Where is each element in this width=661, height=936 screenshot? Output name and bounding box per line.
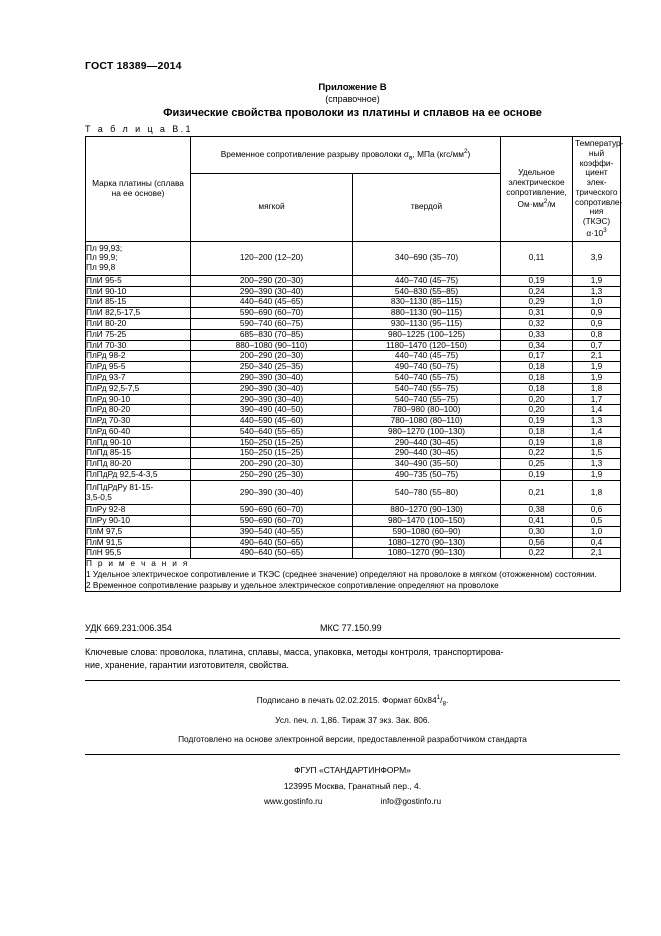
table-row (86, 505, 621, 516)
cell-soft: 685–830 (70–85) (191, 329, 353, 340)
table-row (86, 448, 621, 459)
cell-mark: ПлРд 90-10 (86, 394, 191, 405)
header-resistivity-l1: Удельное (518, 167, 555, 178)
cell-resistivity: 0,18 (501, 362, 573, 373)
cell-soft: 150–250 (15–25) (191, 437, 353, 448)
cell-mark: ПлРд 92,5-7,5 (86, 383, 191, 394)
cell-resistivity: 0,24 (501, 286, 573, 297)
cell-hard: 980–1470 (100–150) (353, 516, 501, 527)
cell-resistivity: 0,31 (501, 308, 573, 319)
cell-mark: ПлПд 80-20 (86, 459, 191, 470)
table-row (86, 416, 621, 427)
cell-resistivity: 0,56 (501, 537, 573, 548)
cell-tks: 0,4 (573, 537, 621, 548)
properties-table (85, 136, 624, 592)
table-row (86, 308, 621, 319)
table-row (86, 329, 621, 340)
cell-resistivity: 0,25 (501, 459, 573, 470)
note-item-2: 2 Временное сопротивление разрыву и удельное электрическое сопротивление определяют на проволоке (86, 579, 499, 590)
cell-tks: 0,8 (573, 329, 621, 340)
cell-mark: ПлМ 91,5 (86, 537, 191, 548)
cell-mark: ПлИ 85-15 (86, 297, 191, 308)
cell-tks: 1,0 (573, 297, 621, 308)
table-row (86, 297, 621, 308)
cell-tks: 1,9 (573, 362, 621, 373)
table-row (86, 275, 621, 286)
cell-resistivity: 0,11 (501, 241, 573, 275)
cell-resistivity: 0,22 (501, 548, 573, 559)
gost-number: ГОСТ 18389—2014 (85, 60, 182, 72)
header-tensile-units-sup: 2 (463, 147, 468, 155)
header-resistivity (501, 137, 573, 242)
cell-mark-line: 3,5-0,5 (86, 491, 112, 502)
cell-tks: 1,7 (573, 394, 621, 405)
cell-mark (86, 480, 191, 505)
cell-hard: 340–690 (35–70) (353, 241, 501, 275)
table-row (86, 372, 621, 383)
cell-tks: 1,3 (573, 286, 621, 297)
publisher-block (85, 755, 620, 810)
cell-tks: 3,9 (573, 241, 621, 275)
table-row (86, 526, 621, 537)
table-row (86, 480, 621, 505)
table-row (86, 351, 621, 362)
cell-hard: 1080–1270 (90–130) (353, 548, 501, 559)
keywords-line-1: Ключевые слова: проволока, платина, сплавы, масса, упаковка, методы контроля, транспортирова- (85, 646, 504, 657)
cell-mark: ПлИ 82,5-17,5 (86, 308, 191, 319)
cell-mark: ПлИ 95-5 (86, 275, 191, 286)
publisher-name: ФГУП «СТАНДАРТИНФОРМ» (294, 764, 411, 775)
cell-resistivity: 0,32 (501, 319, 573, 330)
cell-resistivity: 0,38 (501, 505, 573, 516)
cell-soft: 440–590 (45–60) (191, 416, 353, 427)
cell-resistivity: 0,29 (501, 297, 573, 308)
cell-resistivity: 0,20 (501, 394, 573, 405)
header-tks-l1: Температур- (575, 138, 624, 148)
header-resistivity-l3: сопротивление, (506, 186, 567, 197)
cell-tks: 0,7 (573, 340, 621, 351)
table-row (86, 405, 621, 416)
publisher-website[interactable]: www.gostinfo.ru (263, 796, 323, 807)
cell-hard: 490–740 (50–75) (353, 362, 501, 373)
header-resistivity-l4-pre: Ом·мм (517, 198, 544, 209)
cell-tks: 1,4 (573, 426, 621, 437)
cell-mark: ПлИ 80-20 (86, 319, 191, 330)
cell-soft: 200–290 (20–30) (191, 351, 353, 362)
cell-tks: 2,1 (573, 548, 621, 559)
header-tensile-sub: в (409, 154, 413, 162)
cell-resistivity: 0,18 (501, 426, 573, 437)
cell-soft: 290–390 (30–40) (191, 372, 353, 383)
cell-hard: 440–740 (45–75) (353, 351, 501, 362)
cell-resistivity: 0,22 (501, 448, 573, 459)
cell-resistivity: 0,19 (501, 469, 573, 480)
table-row (86, 426, 621, 437)
table-body (86, 241, 621, 559)
cell-hard: 490–735 (50–75) (353, 469, 501, 480)
keywords-line-2: ние, хранение, гарантии изготовителя, свойства. (85, 659, 289, 670)
cell-soft: 200–290 (20–30) (191, 275, 353, 286)
table-row (86, 548, 621, 559)
cell-tks: 1,5 (573, 448, 621, 459)
table-row (86, 286, 621, 297)
table-row (86, 437, 621, 448)
table-row (86, 319, 621, 330)
cell-tks: 1,3 (573, 459, 621, 470)
cell-hard: 830–1130 (85–115) (353, 297, 501, 308)
cell-hard: 540–780 (55–80) (353, 480, 501, 505)
header-mark (86, 137, 191, 242)
cell-hard: 540–740 (55–75) (353, 394, 501, 405)
cell-mark: ПлИ 75-25 (86, 329, 191, 340)
cell-mark: ПлИ 70-30 (86, 340, 191, 351)
header-tks-l2: ный коэффи- (579, 147, 614, 168)
header-soft: мягкой (191, 173, 353, 241)
cell-mark: ПлРд 98-2 (86, 351, 191, 362)
cell-tks: 1,3 (573, 416, 621, 427)
cell-soft: 120–200 (12–20) (191, 241, 353, 275)
cell-resistivity: 0,30 (501, 526, 573, 537)
header-tks (573, 137, 624, 242)
cell-soft: 540–640 (55–65) (191, 426, 353, 437)
table-row (86, 469, 621, 480)
imprint-run-info: Усл. печ. л. 1,86. Тираж 37 экз. Зак. 806. (275, 715, 430, 726)
header-mark-text: Марка платины (сплава на ее основе) (92, 178, 184, 198)
udk-code: УДК 669.231:006.354 (85, 622, 172, 633)
cell-mark: ПлПдРд 92,5-4-3,5 (86, 469, 191, 480)
annex-title: Физические свойства проволоки из платины и сплавов на ее основе (163, 107, 542, 119)
cell-soft: 290–390 (30–40) (191, 394, 353, 405)
cell-mark: ПлРд 95-5 (86, 362, 191, 373)
header-tensile-main: Временное сопротивление разрыву проволоки σ (220, 148, 410, 159)
cell-resistivity: 0,18 (501, 383, 573, 394)
cell-resistivity: 0,41 (501, 516, 573, 527)
cell-hard: 290–440 (30–45) (353, 437, 501, 448)
cell-mark: ПлРу 92-8 (86, 505, 191, 516)
cell-soft: 250–340 (25–35) (191, 362, 353, 373)
cell-tks: 0,6 (573, 505, 621, 516)
cell-tks: 1,4 (573, 405, 621, 416)
annex-label: Приложение В (318, 82, 387, 93)
imprint-block (85, 681, 620, 754)
cell-mark: ПлН 95,5 (86, 548, 191, 559)
cell-tks: 1,9 (573, 469, 621, 480)
cell-mark (86, 241, 191, 275)
cell-resistivity: 0,20 (501, 405, 573, 416)
cell-soft: 200–290 (20–30) (191, 459, 353, 470)
cell-soft: 440–640 (45–65) (191, 297, 353, 308)
header-tensile-units-post: ) (467, 148, 471, 159)
header-tks-l3: циент элек- (585, 167, 608, 188)
table-row (86, 340, 621, 351)
cell-soft: 250–290 (25–30) (191, 469, 353, 480)
imprint-source-note: Подготовлено на основе электронной версии, предоставленной разработчиком стандарта (178, 733, 527, 744)
imprint-print-date: Подписано в печать 02.02.2015. Формат $60х84^1/_8$. (256, 693, 449, 708)
cell-hard: 1180–1470 (120–150) (353, 340, 501, 351)
cell-resistivity: 0,17 (501, 351, 573, 362)
cell-soft: 590–690 (60–70) (191, 505, 353, 516)
cell-soft: 490–640 (50–65) (191, 537, 353, 548)
cell-resistivity: 0,21 (501, 480, 573, 505)
cell-tks: 1,8 (573, 480, 621, 505)
cell-mark: ПлИ 90-10 (86, 286, 191, 297)
cell-soft: 150–250 (15–25) (191, 448, 353, 459)
cell-soft: 390–490 (40–50) (191, 405, 353, 416)
cell-mark: ПлМ 97,5 (86, 526, 191, 537)
header-tensile-units-pre: , МПа (кгс/мм (412, 148, 464, 159)
cell-hard: 540–740 (55–75) (353, 372, 501, 383)
header-hard: твердой (353, 173, 501, 241)
cell-mark-line: Пл 99,93; (86, 242, 123, 253)
cell-resistivity: 0,19 (501, 416, 573, 427)
cell-soft: 590–690 (60–70) (191, 516, 353, 527)
keywords-block (85, 639, 620, 680)
header-tks-l7-pre: α·10 (586, 227, 604, 238)
header-resistivity-l4-post: /м (547, 198, 556, 209)
cell-soft: 490–640 (50–65) (191, 548, 353, 559)
table-head (86, 137, 624, 242)
imprint-print-date-text: Подписано в печать 02.02.2015. Формат 60х84 (256, 694, 437, 705)
cell-soft: 590–690 (60–70) (191, 308, 353, 319)
mks-code: МКС 77.150.99 (320, 622, 382, 633)
publisher-contacts (85, 794, 620, 810)
cell-soft: 290–390 (30–40) (191, 286, 353, 297)
cell-hard: 540–830 (55–85) (353, 286, 501, 297)
cell-mark: ПлРд 80-20 (86, 405, 191, 416)
cell-tks: 0,5 (573, 516, 621, 527)
table-notes (86, 559, 621, 591)
cell-mark-line: Пл 99,9; (86, 252, 118, 263)
cell-soft: 390–540 (40–55) (191, 526, 353, 537)
cell-hard: 780–980 (80–100) (353, 405, 501, 416)
table-row (86, 459, 621, 470)
cell-mark: ПлРд 70-30 (86, 416, 191, 427)
cell-hard: 1080–1270 (90–130) (353, 537, 501, 548)
cell-hard: 880–1270 (90–130) (353, 505, 501, 516)
cell-hard: 930–1130 (95–115) (353, 319, 501, 330)
publisher-address: 123995 Москва, Гранатный пер., 4. (283, 781, 422, 792)
cell-mark: ПлРд 93-7 (86, 372, 191, 383)
imprint-fraction-numerator: 1 (436, 693, 441, 701)
annex-kind: (справочное) (325, 94, 380, 104)
header-tks-l6: ния (ТКЭС) (582, 206, 611, 227)
cell-soft: 290–390 (30–40) (191, 480, 353, 505)
header-tensile-group (191, 137, 501, 174)
header-resistivity-l4 (503, 198, 570, 210)
table-row (86, 537, 621, 548)
notes-title: П р и м е ч а н и я (86, 558, 190, 569)
cell-tks: 1,9 (573, 372, 621, 383)
cell-hard: 780–1080 (80–110) (353, 416, 501, 427)
publisher-email[interactable]: info@gostinfo.ru (380, 796, 442, 807)
table-row (86, 516, 621, 527)
cell-hard: 980–1225 (100–125) (353, 329, 501, 340)
header-resistivity-l4-sup: 2 (543, 197, 548, 205)
cell-mark-line: ПлПдРдРу 81-15- (86, 481, 154, 492)
cell-tks: 0,9 (573, 308, 621, 319)
table-row (86, 362, 621, 373)
cell-hard: 980–1270 (100–130) (353, 426, 501, 437)
cell-soft: 880–1080 (90–110) (191, 340, 353, 351)
table-row (86, 383, 621, 394)
imprint-fraction-denominator: 8 (442, 700, 446, 708)
cell-mark: ПлРд 60-40 (86, 426, 191, 437)
cell-soft: 290–390 (30–40) (191, 383, 353, 394)
cell-tks: 1,8 (573, 437, 621, 448)
cell-hard: 290–440 (30–45) (353, 448, 501, 459)
header-tks-l4: трического (575, 186, 618, 197)
cell-mark: ПлРу 90-10 (86, 516, 191, 527)
cell-hard: 880–1130 (90–115) (353, 308, 501, 319)
cell-tks: 1,8 (573, 383, 621, 394)
cell-mark: ПлПд 90-10 (86, 437, 191, 448)
cell-tks: 0,9 (573, 319, 621, 330)
cell-resistivity: 0,18 (501, 372, 573, 383)
cell-hard: 440–740 (45–75) (353, 275, 501, 286)
cell-tks: 2,1 (573, 351, 621, 362)
table-row (86, 394, 621, 405)
cell-hard: 540–740 (55–75) (353, 383, 501, 394)
cell-resistivity: 0,33 (501, 329, 573, 340)
table-caption: Т а б л и ц а В.1 (85, 124, 193, 134)
cell-resistivity: 0,19 (501, 437, 573, 448)
table-row (86, 241, 621, 275)
cell-mark-line: Пл 99,8 (86, 262, 116, 273)
cell-hard: 590–1080 (60–90) (353, 526, 501, 537)
note-item-1: 1 Удельное электрическое сопротивление и ТКЭС (среднее значение) определяют на проволоке в мягком (отожженном) состоянии. (86, 569, 597, 580)
header-resistivity-l2: электрическое (508, 177, 565, 188)
cell-resistivity: 0,34 (501, 340, 573, 351)
header-tks-l5: сопротивле- (575, 196, 623, 207)
cell-tks: 1,9 (573, 275, 621, 286)
header-tks-l7 (575, 227, 618, 239)
notes-cell (86, 559, 621, 591)
cell-resistivity: 0,19 (501, 275, 573, 286)
cell-soft: 590–740 (60–75) (191, 319, 353, 330)
udk-block (85, 618, 620, 638)
cell-hard: 340–490 (35–50) (353, 459, 501, 470)
cell-tks: 1,0 (573, 526, 621, 537)
cell-mark: ПлПд 85-15 (86, 448, 191, 459)
header-tks-l7-sup: 3 (603, 227, 607, 235)
